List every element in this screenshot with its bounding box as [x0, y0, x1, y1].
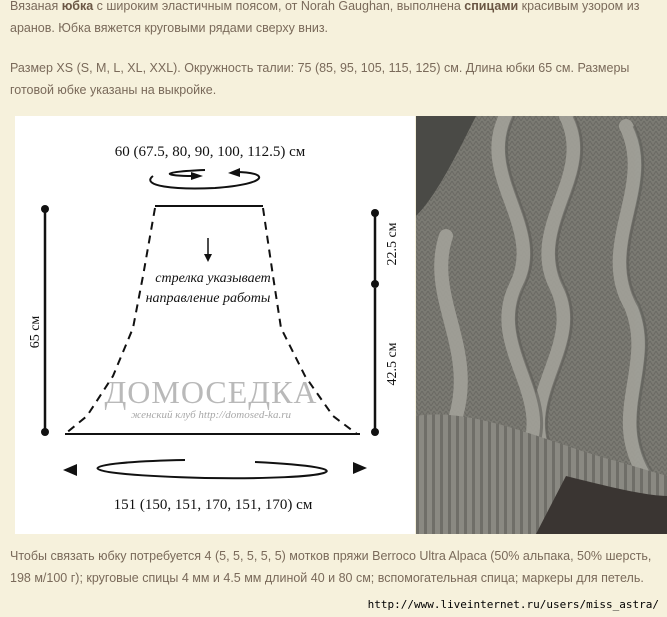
intro-text-1: Вязаная	[10, 0, 62, 13]
source-watermark: http://www.liveinternet.ru/users/miss_astra/	[367, 598, 659, 611]
top-measure-label: 60 (67.5, 80, 90, 100, 112.5) см	[114, 144, 306, 160]
note-line-1: стрелка указывает	[155, 271, 271, 286]
top-circular-arrow-icon	[150, 168, 259, 189]
down-arrow-icon	[204, 238, 212, 262]
note-line-2: направление работы	[145, 291, 271, 306]
upper-length-label: 22.5 см	[385, 222, 400, 266]
yarn-paragraph: Чтобы связать юбку потребуется 4 (5, 5, 5, 5, 5) мотков пряжи Berroco Ultra Alpaca (50% альпака, 50% шерсть, 198 м/100 г); круговые спицы 4 мм и 4.5 мм длиной 40 и 80 см; вспомогательная спица; маркеры для петель.	[10, 549, 652, 585]
right-length-line	[371, 209, 379, 436]
bottom-circular-arrow-icon	[63, 460, 367, 488]
logo-subtext: женский клуб http://domosed-ka.ru	[131, 409, 291, 421]
intro-bold-needles: спицами	[464, 0, 519, 13]
intro-text-3: красивым узором из аранов. Юбка вяжется круговыми рядами сверху вниз.	[10, 0, 640, 35]
knit-cable-photo	[416, 116, 667, 534]
skirt-schematic	[15, 116, 415, 534]
bottom-measure-label: 151 (150, 151, 170, 151, 170) см	[113, 497, 313, 513]
intro-paragraph	[10, 0, 660, 39]
lower-length-label: 42.5 см	[385, 342, 400, 386]
intro-text-2: с широким эластичным поясом, от Norah Gaughan, выполнена	[93, 0, 465, 13]
total-length-label: 65 см	[28, 315, 43, 349]
logo-text: ДОМОСЕДКА	[104, 374, 318, 410]
intro-bold-skirt: юбка	[61, 0, 94, 13]
sizes-paragraph: Размер XS (S, M, L, XL, XXL). Окружность талии: 75 (85, 95, 105, 115, 125) см. Длина юбки 65 см. Размеры готовой юбке указаны на выкройке.	[10, 61, 630, 97]
